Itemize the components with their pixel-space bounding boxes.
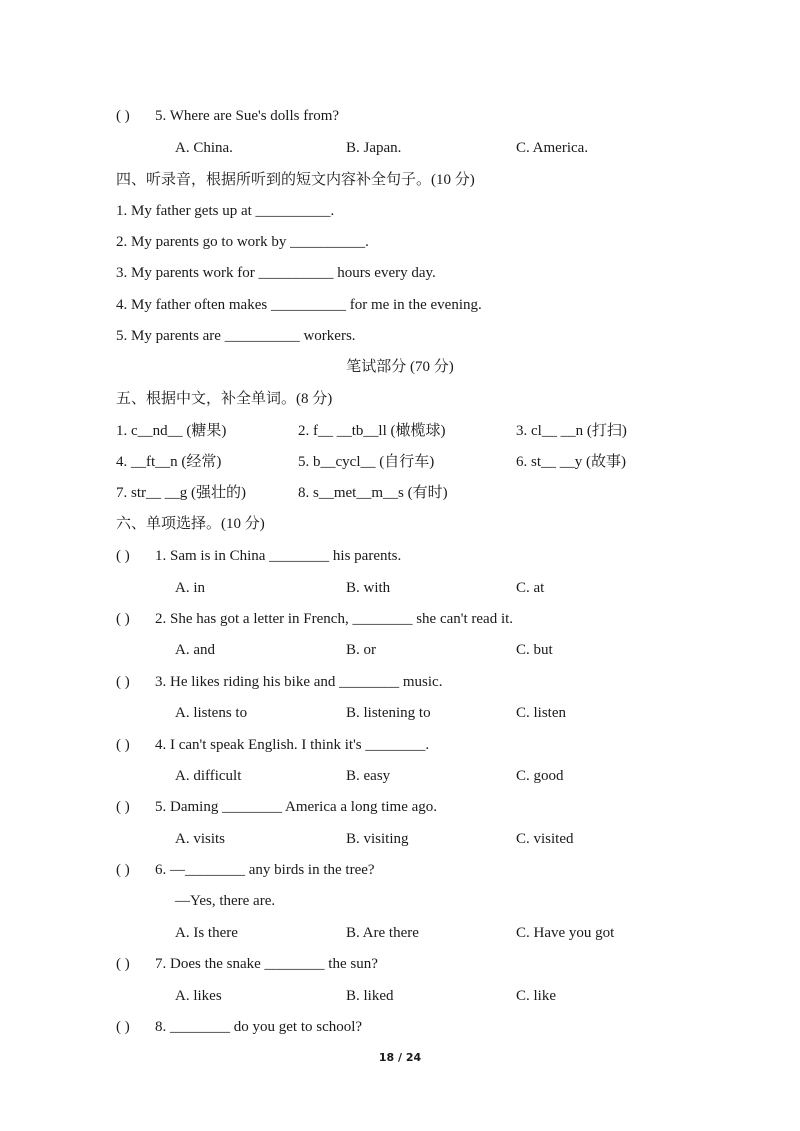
answer-bracket: ( ) xyxy=(116,108,130,124)
option-b: B. or xyxy=(346,642,376,658)
word-item: 6. st__ __y (故事) xyxy=(516,454,626,470)
answer-bracket: ( ) xyxy=(116,674,130,690)
option-c: C. visited xyxy=(516,831,574,847)
question-text: 1. Sam is in China ________ his parents. xyxy=(155,548,402,564)
option-a: A. difficult xyxy=(175,768,242,784)
answer-bracket: ( ) xyxy=(116,799,130,815)
option-a: A. listens to xyxy=(175,705,248,721)
word-item: 1. c__nd__ (糖果) xyxy=(116,423,227,439)
fill-sentence: 4. My father often makes __________ for me in the evening. xyxy=(116,297,482,313)
option-c: C. but xyxy=(516,642,553,658)
option-b: B. listening to xyxy=(346,705,431,721)
question-text: 8. ________ do you get to school? xyxy=(155,1019,363,1035)
page-number: 18 / 24 xyxy=(378,1051,422,1064)
option-b: B. visiting xyxy=(346,831,409,847)
question-text: 7. Does the snake ________ the sun? xyxy=(155,956,378,972)
option-c: C. listen xyxy=(516,705,567,721)
option-c: C. good xyxy=(516,768,564,784)
word-item: 5. b__cycl__ (自行车) xyxy=(298,454,435,470)
word-item: 4. __ft__n (经常) xyxy=(116,454,222,470)
option-a: A. Is there xyxy=(175,925,238,941)
section-heading-part6: 六、单项选择。(10 分) xyxy=(116,516,265,532)
question-text: 6. —________ any birds in the tree? xyxy=(155,862,375,878)
word-item: 3. cl__ __n (打扫) xyxy=(516,423,627,439)
option-b: B. Are there xyxy=(346,925,419,941)
question-text: 3. He likes riding his bike and ________ music. xyxy=(155,674,443,690)
option-c: C. like xyxy=(516,988,556,1004)
option-a: A. and xyxy=(175,642,215,658)
option-b: B. with xyxy=(346,580,391,596)
option-a: A. likes xyxy=(175,988,222,1004)
written-section-title: 笔试部分 (70 分) xyxy=(346,359,454,375)
answer-bracket: ( ) xyxy=(116,737,130,753)
word-item: 8. s__met__m__s (有时) xyxy=(298,485,448,501)
section-heading-part4: 四、听录音，根据所听到的短文内容补全句子。(10 分) xyxy=(116,172,475,188)
question-text: 5. Daming ________ America a long time ago. xyxy=(155,799,438,815)
fill-sentence: 5. My parents are __________ workers. xyxy=(116,328,356,344)
fill-sentence: 2. My parents go to work by __________. xyxy=(116,234,369,250)
question-text: 4. I can't speak English. I think it's ________. xyxy=(155,737,430,753)
word-item: 7. str__ __g (强壮的) xyxy=(116,485,246,501)
answer-bracket: ( ) xyxy=(116,862,130,878)
option-b: B. easy xyxy=(346,768,391,784)
option-b: B. liked xyxy=(346,988,394,1004)
option-a: A. in xyxy=(175,580,205,596)
option-c: C. America. xyxy=(516,140,589,156)
dialogue-reply: —Yes, there are. xyxy=(175,893,276,909)
option-b: B. Japan. xyxy=(346,140,402,156)
fill-sentence: 1. My father gets up at __________. xyxy=(116,203,335,219)
question-text: 2. She has got a letter in French, ________ she can't read it. xyxy=(155,611,514,627)
fill-sentence: 3. My parents work for __________ hours every day. xyxy=(116,265,436,281)
section-heading-part5: 五、根据中文，补全单词。(8 分) xyxy=(116,391,333,407)
question-text: 5. Where are Sue's dolls from? xyxy=(155,108,340,124)
option-a: A. visits xyxy=(175,831,226,847)
option-c: C. Have you got xyxy=(516,925,615,941)
word-item: 2. f__ __tb__ll (橄榄球) xyxy=(298,423,446,439)
option-c: C. at xyxy=(516,580,545,596)
answer-bracket: ( ) xyxy=(116,611,130,627)
answer-bracket: ( ) xyxy=(116,1019,130,1035)
answer-bracket: ( ) xyxy=(116,548,130,564)
option-a: A. China. xyxy=(175,140,233,156)
answer-bracket: ( ) xyxy=(116,956,130,972)
